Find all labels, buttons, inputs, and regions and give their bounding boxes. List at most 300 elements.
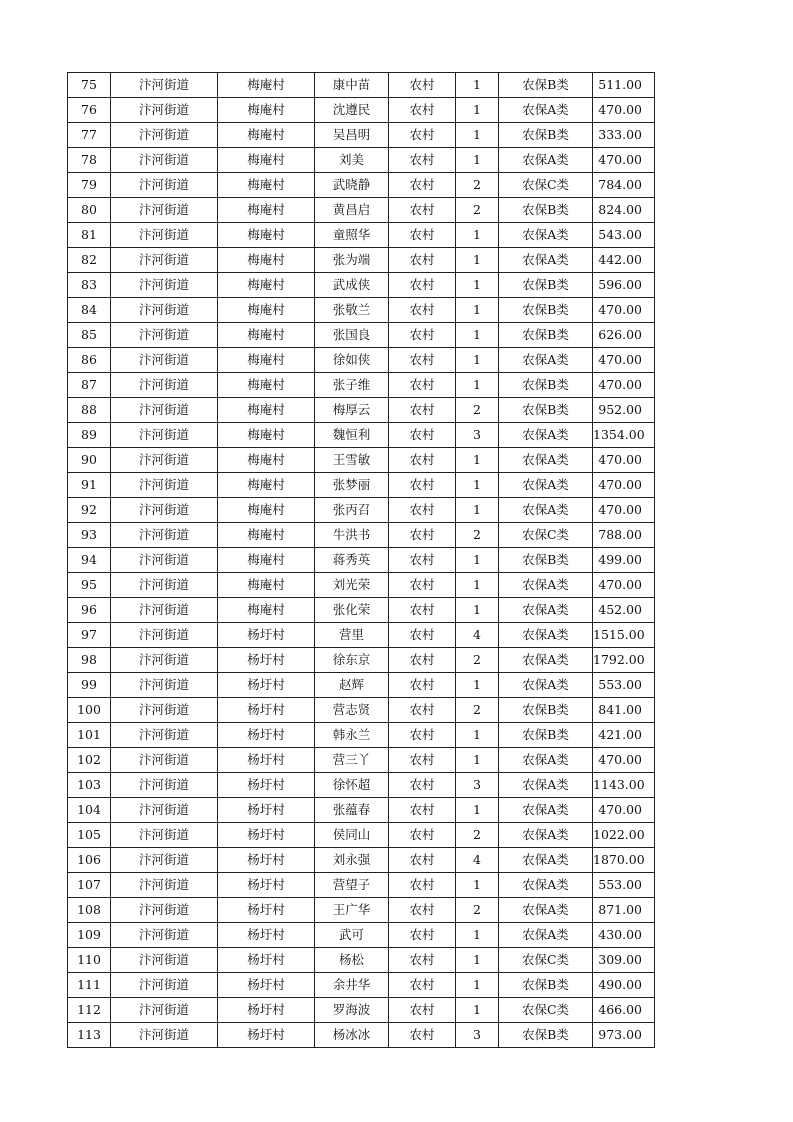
person-name-cell: 刘光荣 bbox=[315, 573, 389, 598]
person-name-cell: 张为端 bbox=[315, 248, 389, 273]
table-row bbox=[68, 473, 655, 498]
household-count-cell: 1 bbox=[456, 673, 499, 698]
street-cell: 汴河街道 bbox=[111, 598, 218, 623]
street-cell: 汴河街道 bbox=[111, 248, 218, 273]
insurance-category-cell: 农保B类 bbox=[499, 1023, 593, 1048]
amount-cell: 1515.00 bbox=[593, 623, 655, 648]
residence-type-cell: 农村 bbox=[389, 498, 456, 523]
person-name-cell: 杨松 bbox=[315, 948, 389, 973]
table-row bbox=[68, 448, 655, 473]
amount-cell: 470.00 bbox=[593, 448, 655, 473]
village-cell: 杨圩村 bbox=[218, 623, 315, 648]
residence-type-cell: 农村 bbox=[389, 223, 456, 248]
street-cell: 汴河街道 bbox=[111, 773, 218, 798]
village-cell: 梅庵村 bbox=[218, 73, 315, 98]
street-cell: 汴河街道 bbox=[111, 698, 218, 723]
household-count-cell: 1 bbox=[456, 748, 499, 773]
amount-cell: 553.00 bbox=[593, 873, 655, 898]
residence-type-cell: 农村 bbox=[389, 673, 456, 698]
person-name-cell: 张国良 bbox=[315, 323, 389, 348]
street-cell: 汴河街道 bbox=[111, 498, 218, 523]
residence-type-cell: 农村 bbox=[389, 773, 456, 798]
table-row bbox=[68, 948, 655, 973]
household-count-cell: 1 bbox=[456, 223, 499, 248]
amount-cell: 824.00 bbox=[593, 198, 655, 223]
row-number-cell: 102 bbox=[68, 748, 111, 773]
insurance-category-cell: 农保A类 bbox=[499, 648, 593, 673]
village-cell: 梅庵村 bbox=[218, 173, 315, 198]
village-cell: 梅庵村 bbox=[218, 523, 315, 548]
village-cell: 梅庵村 bbox=[218, 248, 315, 273]
person-name-cell: 魏恒利 bbox=[315, 423, 389, 448]
table-row bbox=[68, 673, 655, 698]
street-cell: 汴河街道 bbox=[111, 573, 218, 598]
village-cell: 梅庵村 bbox=[218, 548, 315, 573]
amount-cell: 421.00 bbox=[593, 723, 655, 748]
person-name-cell: 刘美 bbox=[315, 148, 389, 173]
household-count-cell: 1 bbox=[456, 998, 499, 1023]
insurance-category-cell: 农保A类 bbox=[499, 598, 593, 623]
residence-type-cell: 农村 bbox=[389, 198, 456, 223]
street-cell: 汴河街道 bbox=[111, 148, 218, 173]
residence-type-cell: 农村 bbox=[389, 948, 456, 973]
street-cell: 汴河街道 bbox=[111, 473, 218, 498]
household-count-cell: 1 bbox=[456, 273, 499, 298]
village-cell: 杨圩村 bbox=[218, 773, 315, 798]
person-name-cell: 张梦丽 bbox=[315, 473, 389, 498]
person-name-cell: 黄昌启 bbox=[315, 198, 389, 223]
row-number-cell: 92 bbox=[68, 498, 111, 523]
household-count-cell: 4 bbox=[456, 623, 499, 648]
residence-type-cell: 农村 bbox=[389, 273, 456, 298]
household-count-cell: 1 bbox=[456, 498, 499, 523]
row-number-cell: 101 bbox=[68, 723, 111, 748]
table-row bbox=[68, 398, 655, 423]
row-number-cell: 85 bbox=[68, 323, 111, 348]
person-name-cell: 营望子 bbox=[315, 873, 389, 898]
person-name-cell: 营里 bbox=[315, 623, 389, 648]
residence-type-cell: 农村 bbox=[389, 998, 456, 1023]
household-count-cell: 1 bbox=[456, 973, 499, 998]
insurance-category-cell: 农保B类 bbox=[499, 198, 593, 223]
village-cell: 杨圩村 bbox=[218, 673, 315, 698]
village-cell: 杨圩村 bbox=[218, 698, 315, 723]
row-number-cell: 112 bbox=[68, 998, 111, 1023]
table-row bbox=[68, 848, 655, 873]
village-cell: 杨圩村 bbox=[218, 1023, 315, 1048]
residence-type-cell: 农村 bbox=[389, 723, 456, 748]
village-cell: 杨圩村 bbox=[218, 973, 315, 998]
village-cell: 梅庵村 bbox=[218, 198, 315, 223]
amount-cell: 470.00 bbox=[593, 473, 655, 498]
amount-cell: 499.00 bbox=[593, 548, 655, 573]
insurance-category-cell: 农保A类 bbox=[499, 748, 593, 773]
person-name-cell: 营志贤 bbox=[315, 698, 389, 723]
row-number-cell: 106 bbox=[68, 848, 111, 873]
amount-cell: 784.00 bbox=[593, 173, 655, 198]
table-row bbox=[68, 773, 655, 798]
person-name-cell: 刘永强 bbox=[315, 848, 389, 873]
street-cell: 汴河街道 bbox=[111, 423, 218, 448]
household-count-cell: 1 bbox=[456, 598, 499, 623]
insurance-category-cell: 农保A类 bbox=[499, 923, 593, 948]
table-row bbox=[68, 498, 655, 523]
row-number-cell: 96 bbox=[68, 598, 111, 623]
village-cell: 梅庵村 bbox=[218, 598, 315, 623]
table-row bbox=[68, 248, 655, 273]
table-row bbox=[68, 698, 655, 723]
village-cell: 杨圩村 bbox=[218, 948, 315, 973]
person-name-cell: 牛洪书 bbox=[315, 523, 389, 548]
row-number-cell: 110 bbox=[68, 948, 111, 973]
insurance-category-cell: 农保A类 bbox=[499, 898, 593, 923]
residence-type-cell: 农村 bbox=[389, 173, 456, 198]
table-row bbox=[68, 998, 655, 1023]
row-number-cell: 97 bbox=[68, 623, 111, 648]
village-cell: 梅庵村 bbox=[218, 573, 315, 598]
residence-type-cell: 农村 bbox=[389, 973, 456, 998]
table-row bbox=[68, 873, 655, 898]
household-count-cell: 1 bbox=[456, 948, 499, 973]
residence-type-cell: 农村 bbox=[389, 248, 456, 273]
table-row bbox=[68, 573, 655, 598]
table-row bbox=[68, 523, 655, 548]
village-cell: 杨圩村 bbox=[218, 748, 315, 773]
insurance-category-cell: 农保A类 bbox=[499, 573, 593, 598]
person-name-cell: 王广华 bbox=[315, 898, 389, 923]
street-cell: 汴河街道 bbox=[111, 823, 218, 848]
household-count-cell: 1 bbox=[456, 473, 499, 498]
insurance-category-cell: 农保B类 bbox=[499, 548, 593, 573]
household-count-cell: 1 bbox=[456, 798, 499, 823]
insurance-category-cell: 农保C类 bbox=[499, 998, 593, 1023]
street-cell: 汴河街道 bbox=[111, 798, 218, 823]
row-number-cell: 109 bbox=[68, 923, 111, 948]
table-row bbox=[68, 823, 655, 848]
insurance-category-cell: 农保B类 bbox=[499, 973, 593, 998]
insurance-category-cell: 农保A类 bbox=[499, 473, 593, 498]
row-number-cell: 108 bbox=[68, 898, 111, 923]
table-body bbox=[68, 73, 655, 1048]
village-cell: 杨圩村 bbox=[218, 923, 315, 948]
person-name-cell: 赵辉 bbox=[315, 673, 389, 698]
street-cell: 汴河街道 bbox=[111, 673, 218, 698]
household-count-cell: 2 bbox=[456, 698, 499, 723]
table-row bbox=[68, 298, 655, 323]
row-number-cell: 89 bbox=[68, 423, 111, 448]
amount-cell: 333.00 bbox=[593, 123, 655, 148]
table-row bbox=[68, 1023, 655, 1048]
row-number-cell: 93 bbox=[68, 523, 111, 548]
amount-cell: 788.00 bbox=[593, 523, 655, 548]
person-name-cell: 梅厚云 bbox=[315, 398, 389, 423]
amount-cell: 596.00 bbox=[593, 273, 655, 298]
row-number-cell: 105 bbox=[68, 823, 111, 848]
amount-cell: 1022.00 bbox=[593, 823, 655, 848]
household-count-cell: 1 bbox=[456, 548, 499, 573]
household-count-cell: 1 bbox=[456, 298, 499, 323]
street-cell: 汴河街道 bbox=[111, 873, 218, 898]
insurance-category-cell: 农保B类 bbox=[499, 273, 593, 298]
residence-type-cell: 农村 bbox=[389, 923, 456, 948]
row-number-cell: 88 bbox=[68, 398, 111, 423]
row-number-cell: 87 bbox=[68, 373, 111, 398]
insurance-category-cell: 农保A类 bbox=[499, 98, 593, 123]
table-row bbox=[68, 223, 655, 248]
amount-cell: 553.00 bbox=[593, 673, 655, 698]
household-count-cell: 1 bbox=[456, 448, 499, 473]
residence-type-cell: 农村 bbox=[389, 898, 456, 923]
person-name-cell: 张蕴春 bbox=[315, 798, 389, 823]
row-number-cell: 78 bbox=[68, 148, 111, 173]
street-cell: 汴河街道 bbox=[111, 1023, 218, 1048]
row-number-cell: 94 bbox=[68, 548, 111, 573]
street-cell: 汴河街道 bbox=[111, 898, 218, 923]
amount-cell: 871.00 bbox=[593, 898, 655, 923]
row-number-cell: 83 bbox=[68, 273, 111, 298]
amount-cell: 1354.00 bbox=[593, 423, 655, 448]
household-count-cell: 2 bbox=[456, 823, 499, 848]
residence-type-cell: 农村 bbox=[389, 73, 456, 98]
residence-type-cell: 农村 bbox=[389, 523, 456, 548]
household-count-cell: 2 bbox=[456, 523, 499, 548]
row-number-cell: 113 bbox=[68, 1023, 111, 1048]
insurance-category-cell: 农保B类 bbox=[499, 323, 593, 348]
insurance-category-cell: 农保B类 bbox=[499, 123, 593, 148]
row-number-cell: 76 bbox=[68, 98, 111, 123]
residence-type-cell: 农村 bbox=[389, 848, 456, 873]
insurance-category-cell: 农保A类 bbox=[499, 248, 593, 273]
residence-type-cell: 农村 bbox=[389, 798, 456, 823]
residence-type-cell: 农村 bbox=[389, 623, 456, 648]
residence-type-cell: 农村 bbox=[389, 823, 456, 848]
residence-type-cell: 农村 bbox=[389, 373, 456, 398]
person-name-cell: 张子维 bbox=[315, 373, 389, 398]
street-cell: 汴河街道 bbox=[111, 948, 218, 973]
village-cell: 梅庵村 bbox=[218, 348, 315, 373]
person-name-cell: 徐东京 bbox=[315, 648, 389, 673]
amount-cell: 452.00 bbox=[593, 598, 655, 623]
household-count-cell: 1 bbox=[456, 123, 499, 148]
street-cell: 汴河街道 bbox=[111, 998, 218, 1023]
residence-type-cell: 农村 bbox=[389, 123, 456, 148]
residence-type-cell: 农村 bbox=[389, 473, 456, 498]
insurance-category-cell: 农保A类 bbox=[499, 148, 593, 173]
amount-cell: 470.00 bbox=[593, 373, 655, 398]
household-count-cell: 2 bbox=[456, 898, 499, 923]
table-row bbox=[68, 548, 655, 573]
village-cell: 梅庵村 bbox=[218, 373, 315, 398]
street-cell: 汴河街道 bbox=[111, 548, 218, 573]
street-cell: 汴河街道 bbox=[111, 648, 218, 673]
table-row bbox=[68, 273, 655, 298]
amount-cell: 1870.00 bbox=[593, 848, 655, 873]
insurance-category-cell: 农保A类 bbox=[499, 773, 593, 798]
amount-cell: 511.00 bbox=[593, 73, 655, 98]
household-count-cell: 1 bbox=[456, 723, 499, 748]
person-name-cell: 杨冰冰 bbox=[315, 1023, 389, 1048]
street-cell: 汴河街道 bbox=[111, 98, 218, 123]
street-cell: 汴河街道 bbox=[111, 73, 218, 98]
residence-type-cell: 农村 bbox=[389, 348, 456, 373]
row-number-cell: 79 bbox=[68, 173, 111, 198]
residence-type-cell: 农村 bbox=[389, 598, 456, 623]
row-number-cell: 90 bbox=[68, 448, 111, 473]
residence-type-cell: 农村 bbox=[389, 648, 456, 673]
household-count-cell: 1 bbox=[456, 248, 499, 273]
table-row bbox=[68, 748, 655, 773]
table-row bbox=[68, 648, 655, 673]
roster-table bbox=[67, 72, 655, 1048]
insurance-category-cell: 农保A类 bbox=[499, 498, 593, 523]
row-number-cell: 91 bbox=[68, 473, 111, 498]
household-count-cell: 2 bbox=[456, 198, 499, 223]
amount-cell: 543.00 bbox=[593, 223, 655, 248]
amount-cell: 470.00 bbox=[593, 498, 655, 523]
row-number-cell: 111 bbox=[68, 973, 111, 998]
person-name-cell: 营三丫 bbox=[315, 748, 389, 773]
street-cell: 汴河街道 bbox=[111, 973, 218, 998]
amount-cell: 973.00 bbox=[593, 1023, 655, 1048]
street-cell: 汴河街道 bbox=[111, 373, 218, 398]
residence-type-cell: 农村 bbox=[389, 298, 456, 323]
household-count-cell: 1 bbox=[456, 98, 499, 123]
street-cell: 汴河街道 bbox=[111, 748, 218, 773]
street-cell: 汴河街道 bbox=[111, 198, 218, 223]
street-cell: 汴河街道 bbox=[111, 448, 218, 473]
person-name-cell: 韩永兰 bbox=[315, 723, 389, 748]
table-row bbox=[68, 598, 655, 623]
village-cell: 杨圩村 bbox=[218, 848, 315, 873]
residence-type-cell: 农村 bbox=[389, 398, 456, 423]
table-row bbox=[68, 373, 655, 398]
person-name-cell: 蒋秀英 bbox=[315, 548, 389, 573]
household-count-cell: 1 bbox=[456, 373, 499, 398]
table-row bbox=[68, 98, 655, 123]
household-count-cell: 4 bbox=[456, 848, 499, 873]
household-count-cell: 2 bbox=[456, 398, 499, 423]
insurance-category-cell: 农保A类 bbox=[499, 873, 593, 898]
person-name-cell: 余井华 bbox=[315, 973, 389, 998]
residence-type-cell: 农村 bbox=[389, 548, 456, 573]
household-count-cell: 1 bbox=[456, 573, 499, 598]
village-cell: 杨圩村 bbox=[218, 798, 315, 823]
village-cell: 梅庵村 bbox=[218, 123, 315, 148]
amount-cell: 470.00 bbox=[593, 573, 655, 598]
village-cell: 杨圩村 bbox=[218, 648, 315, 673]
table-row bbox=[68, 348, 655, 373]
household-count-cell: 1 bbox=[456, 323, 499, 348]
residence-type-cell: 农村 bbox=[389, 323, 456, 348]
table-row bbox=[68, 148, 655, 173]
table-row bbox=[68, 323, 655, 348]
person-name-cell: 徐怀超 bbox=[315, 773, 389, 798]
table-row bbox=[68, 973, 655, 998]
person-name-cell: 沈遵民 bbox=[315, 98, 389, 123]
street-cell: 汴河街道 bbox=[111, 173, 218, 198]
residence-type-cell: 农村 bbox=[389, 748, 456, 773]
amount-cell: 841.00 bbox=[593, 698, 655, 723]
household-count-cell: 1 bbox=[456, 73, 499, 98]
amount-cell: 442.00 bbox=[593, 248, 655, 273]
insurance-category-cell: 农保B类 bbox=[499, 398, 593, 423]
residence-type-cell: 农村 bbox=[389, 573, 456, 598]
household-count-cell: 2 bbox=[456, 648, 499, 673]
amount-cell: 470.00 bbox=[593, 798, 655, 823]
village-cell: 杨圩村 bbox=[218, 873, 315, 898]
table-row bbox=[68, 623, 655, 648]
village-cell: 梅庵村 bbox=[218, 298, 315, 323]
person-name-cell: 张丙召 bbox=[315, 498, 389, 523]
row-number-cell: 86 bbox=[68, 348, 111, 373]
village-cell: 梅庵村 bbox=[218, 223, 315, 248]
street-cell: 汴河街道 bbox=[111, 623, 218, 648]
insurance-category-cell: 农保A类 bbox=[499, 223, 593, 248]
street-cell: 汴河街道 bbox=[111, 723, 218, 748]
insurance-category-cell: 农保C类 bbox=[499, 523, 593, 548]
insurance-category-cell: 农保C类 bbox=[499, 173, 593, 198]
village-cell: 梅庵村 bbox=[218, 473, 315, 498]
row-number-cell: 95 bbox=[68, 573, 111, 598]
table-row bbox=[68, 798, 655, 823]
row-number-cell: 98 bbox=[68, 648, 111, 673]
amount-cell: 309.00 bbox=[593, 948, 655, 973]
table-row bbox=[68, 123, 655, 148]
person-name-cell: 侯同山 bbox=[315, 823, 389, 848]
street-cell: 汴河街道 bbox=[111, 398, 218, 423]
insurance-category-cell: 农保A类 bbox=[499, 348, 593, 373]
table-row bbox=[68, 198, 655, 223]
residence-type-cell: 农村 bbox=[389, 448, 456, 473]
household-count-cell: 3 bbox=[456, 1023, 499, 1048]
residence-type-cell: 农村 bbox=[389, 698, 456, 723]
residence-type-cell: 农村 bbox=[389, 423, 456, 448]
row-number-cell: 84 bbox=[68, 298, 111, 323]
street-cell: 汴河街道 bbox=[111, 323, 218, 348]
person-name-cell: 张化荣 bbox=[315, 598, 389, 623]
household-count-cell: 3 bbox=[456, 773, 499, 798]
residence-type-cell: 农村 bbox=[389, 873, 456, 898]
insurance-category-cell: 农保A类 bbox=[499, 448, 593, 473]
insurance-category-cell: 农保A类 bbox=[499, 798, 593, 823]
person-name-cell: 张敬兰 bbox=[315, 298, 389, 323]
amount-cell: 1792.00 bbox=[593, 648, 655, 673]
insurance-category-cell: 农保A类 bbox=[499, 423, 593, 448]
village-cell: 杨圩村 bbox=[218, 823, 315, 848]
insurance-category-cell: 农保A类 bbox=[499, 848, 593, 873]
table-row bbox=[68, 423, 655, 448]
row-number-cell: 104 bbox=[68, 798, 111, 823]
table-row bbox=[68, 73, 655, 98]
amount-cell: 470.00 bbox=[593, 98, 655, 123]
amount-cell: 430.00 bbox=[593, 923, 655, 948]
insurance-category-cell: 农保B类 bbox=[499, 298, 593, 323]
table-row bbox=[68, 923, 655, 948]
table-row bbox=[68, 898, 655, 923]
street-cell: 汴河街道 bbox=[111, 923, 218, 948]
person-name-cell: 武成侠 bbox=[315, 273, 389, 298]
person-name-cell: 武可 bbox=[315, 923, 389, 948]
insurance-category-cell: 农保B类 bbox=[499, 373, 593, 398]
row-number-cell: 100 bbox=[68, 698, 111, 723]
village-cell: 梅庵村 bbox=[218, 448, 315, 473]
household-count-cell: 1 bbox=[456, 148, 499, 173]
person-name-cell: 吴昌明 bbox=[315, 123, 389, 148]
person-name-cell: 罗海波 bbox=[315, 998, 389, 1023]
household-count-cell: 2 bbox=[456, 173, 499, 198]
row-number-cell: 80 bbox=[68, 198, 111, 223]
street-cell: 汴河街道 bbox=[111, 123, 218, 148]
